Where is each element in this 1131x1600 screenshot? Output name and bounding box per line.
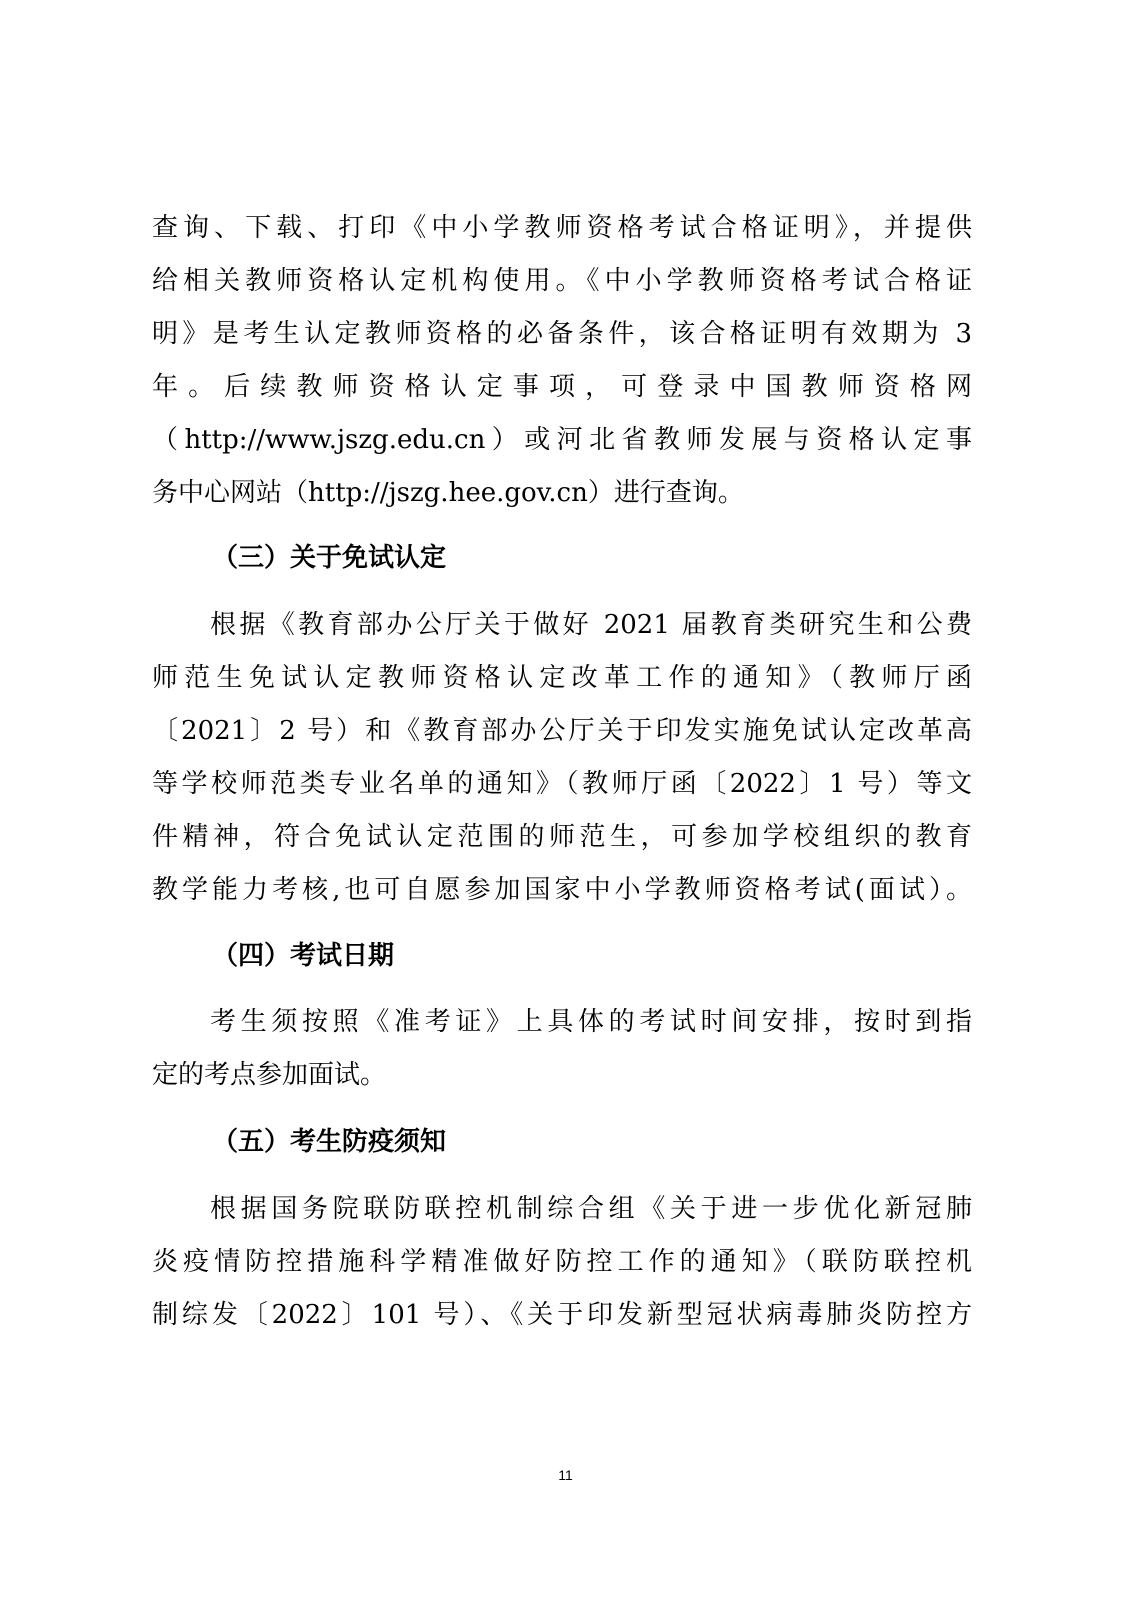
paragraph-line: 根据《教育部办公厅关于做好 2021 届教育类研究生和公费 [210,610,972,640]
paragraph-line: 务中心网站（http://jszg.hee.gov.cn）进行查询。 [152,478,744,508]
paragraph-line: 查询、下载、打印《中小学教师资格考试合格证明》，并提供 [152,213,972,243]
paragraph-line: 给相关教师资格认定机构使用。《中小学教师资格考试合格证 [152,266,972,296]
paragraph-line: 考生须按照《准考证》上具体的考试时间安排，按时到指 [210,1007,972,1037]
section-heading: （五）考生防疫须知 [212,1127,447,1157]
page-number: 11 [558,1467,573,1483]
paragraph-line: 明》是考生认定教师资格的必备条件，该合格证明有效期为 3 [152,319,972,349]
paragraph-line: 〔2021〕2 号）和《教育部办公厅关于印发实施免试认定改革高 [152,716,972,746]
paragraph-line: （http://www.jszg.edu.cn）或河北省教师发展与资格认定事 [152,425,972,455]
paragraph-line: 年。后续教师资格认定事项，可登录中国教师资格网 [152,372,972,402]
paragraph-line: 件精神，符合免试认定范围的师范生，可参加学校组织的教育 [152,822,972,852]
paragraph-line: 定的考点参加面试。 [152,1060,387,1090]
paragraph-line: 制综发〔2022〕101 号）、《关于印发新型冠状病毒肺炎防控方 [152,1300,972,1330]
paragraph-line: 根据国务院联防联控机制综合组《关于进一步优化新冠肺 [210,1194,972,1224]
paragraph-line: 师范生免试认定教师资格认定改革工作的通知》（教师厅函 [152,663,972,693]
paragraph-line: 炎疫情防控措施科学精准做好防控工作的通知》（联防联控机 [152,1247,972,1277]
paragraph-line: 教学能力考核,也可自愿参加国家中小学教师资格考试(面试）。 [152,875,972,905]
section-heading: （三）关于免试认定 [212,543,447,573]
paragraph-line: 等学校师范类专业名单的通知》（教师厅函〔2022〕1 号）等文 [152,769,972,799]
section-heading: （四）考试日期 [212,941,395,971]
